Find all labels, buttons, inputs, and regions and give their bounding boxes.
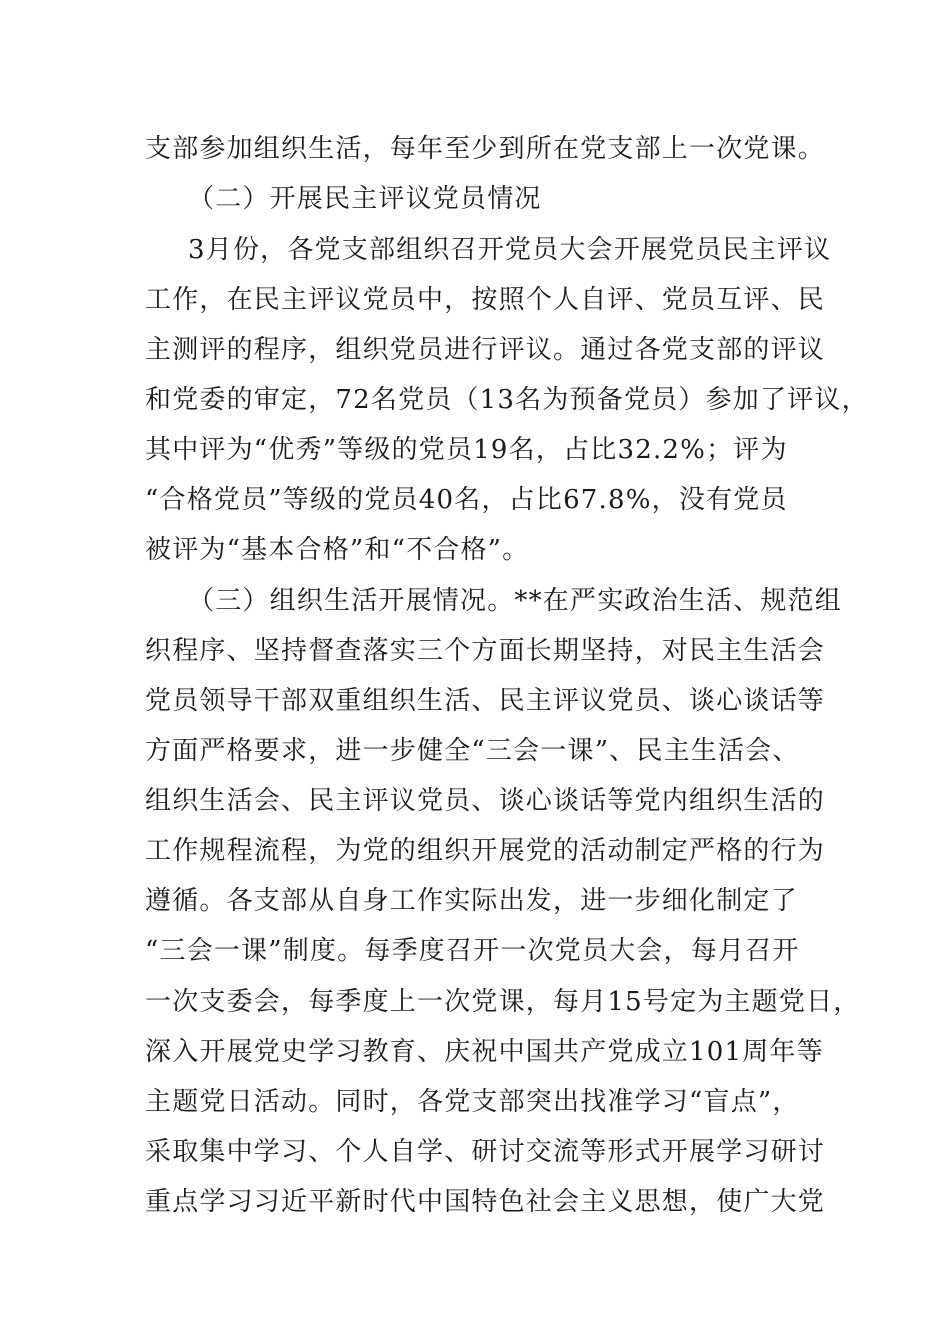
paragraph-line: 采取集中学习、个人自学、研讨交流等形式开展学习研讨 (145, 1137, 826, 1167)
paragraph-line: 支部参加组织生活，每年至少到所在党支部上一次党课。 (145, 134, 826, 164)
paragraph-line: （三）组织生活开展情况。**在严实政治生活、规范组 (188, 586, 843, 616)
paragraph-line: 织程序、坚持督查落实三个方面长期坚持，对民主生活会 (145, 636, 826, 666)
paragraph-line: 工作规程流程，为党的组织开展党的活动制定严格的行为 (145, 836, 826, 866)
paragraph-line: “三会一课”制度。每季度召开一次党员大会，每月召开 (145, 936, 800, 966)
paragraph-line: 一次支委会，每季度上一次党课，每月15号定为主题党日， (145, 987, 861, 1017)
paragraph-line: 主测评的程序，组织党员进行评议。通过各党支部的评议 (145, 335, 826, 365)
paragraph-line: 深入开展党史学习教育、庆祝中国共产党成立101周年等 (145, 1037, 824, 1067)
paragraph-line: 被评为“基本合格”和“不合格”。 (145, 535, 530, 565)
paragraph-line: 其中评为“优秀”等级的党员19名，占比32.2%；评为 (145, 435, 788, 465)
paragraph-line: 方面严格要求，进一步健全“三会一课”、民主生活会、 (145, 736, 800, 766)
paragraph-line: 和党委的审定，72名党员（13名为预备党员）参加了评议， (145, 385, 869, 415)
paragraph-line: 主题党日活动。同时，各党支部突出找准学习“盲点”， (145, 1087, 800, 1117)
paragraph-line: 党员领导干部双重组织生活、民主评议党员、谈心谈话等 (145, 686, 826, 716)
paragraph-line: 遵循。各支部从自身工作实际出发，进一步细化制定了 (145, 886, 798, 916)
paragraph-line: “合格党员”等级的党员40名，占比67.8%，没有党员 (145, 485, 788, 515)
paragraph-line: 3月份，各党支部组织召开党员大会开展党员民主评议 (188, 235, 832, 265)
paragraph-line: 工作，在民主评议党员中，按照个人自评、党员互评、民 (145, 285, 826, 315)
paragraph-line: 重点学习习近平新时代中国特色社会主义思想，使广大党 (145, 1187, 826, 1217)
section-heading: （二）开展民主评议党员情况 (188, 184, 542, 214)
paragraph-line: 组织生活会、民主评议党员、谈心谈话等党内组织生活的 (145, 786, 826, 816)
